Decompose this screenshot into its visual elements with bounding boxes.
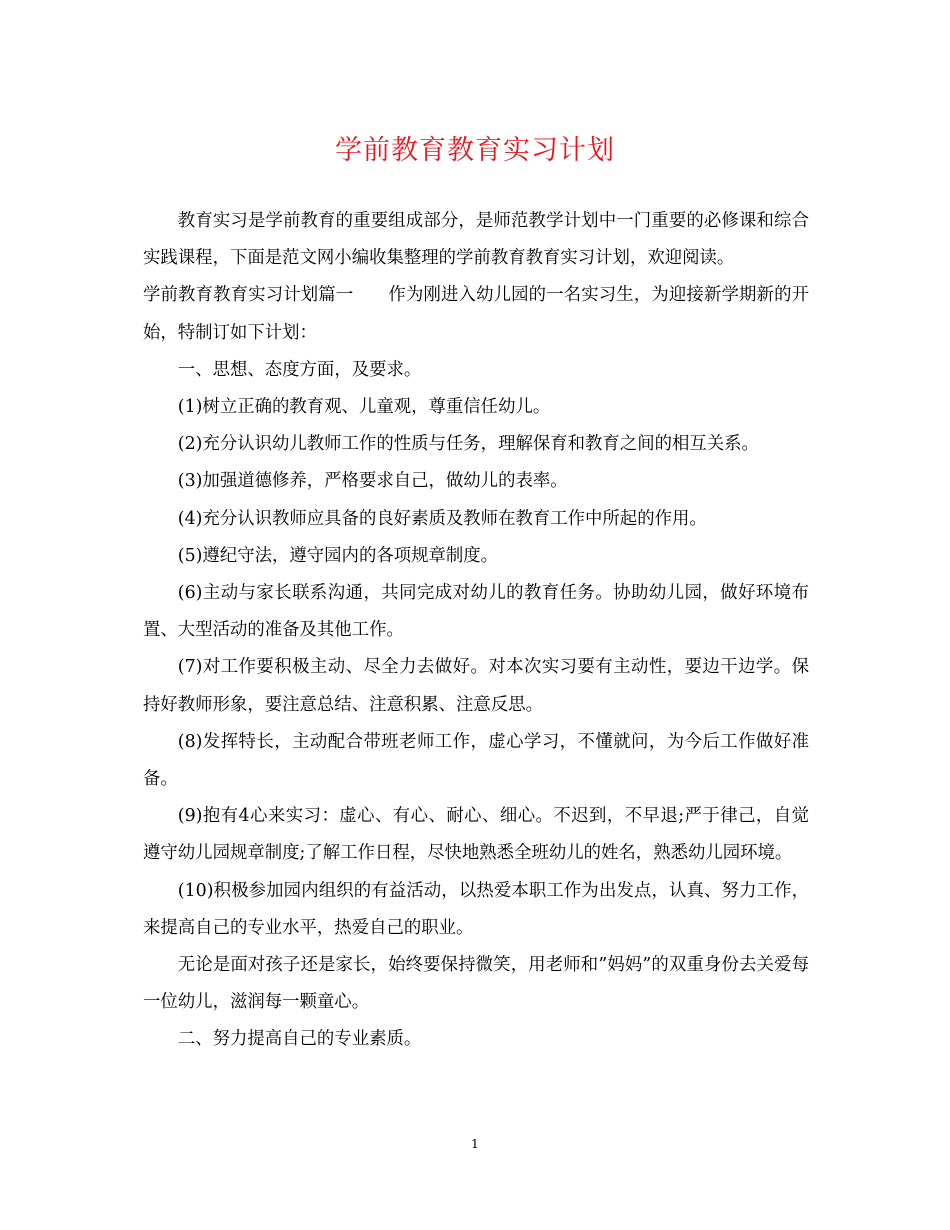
paragraph-plan-opening: 学前教育教育实习计划篇一 作为刚进入幼儿园的一名实习生，为迎接新学期新的开始，特制订如下计划： [143, 285, 809, 343]
section-heading-professional: 二、努力提高自己的专业素质。 [177, 1029, 422, 1050]
list-item: (5)遵纪守法，遵守园内的各项规章制度。 [177, 545, 499, 566]
list-item: (7)对工作要积极主动、尽全力去做好。对本次实习要有主动性，要边干边学。保持好教师形象，要注意总结、注意积累、注意反思。 [143, 657, 809, 715]
list-item: (9)抱有4心来实习：虚心、有心、耐心、细心。不迟到，不早退;严于律己，自觉遵守幼儿园规章制度;了解工作日程，尽快地熟悉全班幼儿的姓名，熟悉幼儿园环境。 [143, 806, 809, 864]
list-item: (10)积极参加园内组织的有益活动，以热爱本职工作为出发点，认真、努力工作，来提高自己的专业水平，热爱自己的职业。 [143, 880, 809, 938]
list-item: (6)主动与家长联系沟通，共同完成对幼儿的教育任务。协助幼儿园，做好环境布置、大型活动的准备及其他工作。 [143, 583, 809, 641]
paragraph-intro: 教育实习是学前教育的重要组成部分，是师范教学计划中一门重要的必修课和综合实践课程，下面是范文网小编收集整理的学前教育教育实习计划，欢迎阅读。 [143, 211, 809, 269]
list-item: (3)加强道德修养，严格要求自己，做幼儿的表率。 [177, 471, 568, 492]
page-title: 学前教育教育实习计划 [335, 135, 615, 166]
document-body [143, 203, 809, 1059]
list-item: (8)发挥特长，主动配合带班老师工作，虚心学习，不懂就问，为今后工作做好准备。 [143, 731, 809, 790]
list-item: (1)树立正确的教育观、儿童观，尊重信任幼儿。 [177, 397, 551, 418]
list-item: (4)充分认识教师应具备的良好素质及教师在教育工作中所起的作用。 [177, 508, 707, 529]
list-item: (2)充分认识幼儿教师工作的性质与任务，理解保育和教育之间的相互关系。 [177, 434, 759, 455]
paragraph-smile: 无论是面对孩子还是家长，始终要保持微笑，用老师和”妈妈”的双重身份去关爱每一位幼儿，滋润每一颗童心。 [143, 955, 809, 1013]
page-number: 1 [471, 1137, 479, 1151]
section-heading-attitude: 一、思想、态度方面，及要求。 [177, 359, 422, 380]
